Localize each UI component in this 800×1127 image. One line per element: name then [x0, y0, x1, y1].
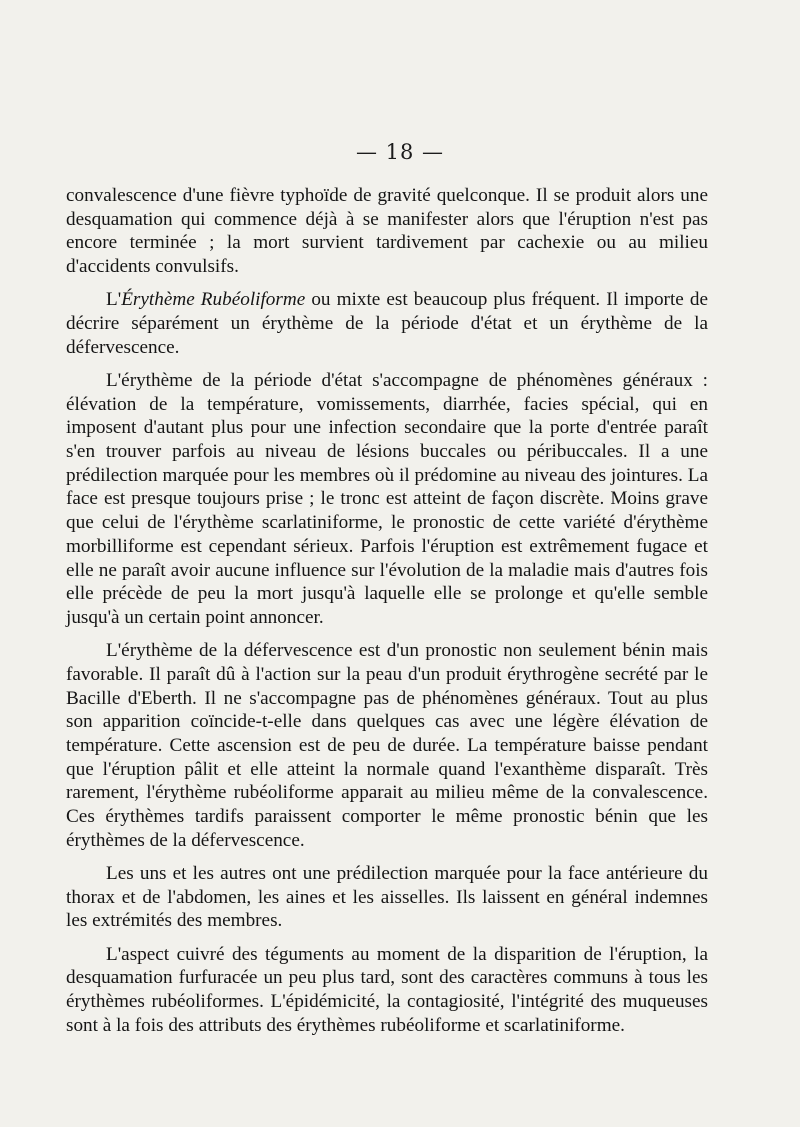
paragraph-1: convalescence d'une fièvre typhoïde de gravité quelconque. Il se produit alors une desquamation qui commence déjà à se manifester alors que l'éruption n'est pas encore terminée ; la mort survient tardivement par cachexie ou au milieu d'accidents convulsifs.: [66, 185, 708, 278]
paragraph-5: Les uns et les autres ont une prédilection marquée pour la face antérieure du thorax et de l'abdomen, les aines et les aisselles. Ils laissent en général indemnes les extrémités des membres.: [66, 862, 708, 932]
paragraph-4: L'érythème de la défervescence est d'un pronostic non seulement bénin mais favorable. Il paraît dû à l'action sur la peau d'un produit érythrogène secrété par le Bacille d'Eberth. Il ne s'accompagne pas de phénomènes généraux. Tout au plus son apparition coïncide-t-elle dans quelques cas avec une légère élévation de température. Cette ascension est de peu de durée. La température baisse pendant que l'éruption pâlit et elle atteint la normale quand l'exanthème disparaît. Très rarement, l'érythème rubéoliforme apparait au milieu même de la convalescence. Ces érythèmes tardifs paraissent comporter le même pronostic bénin que les érythèmes de la défervescence.: [66, 640, 708, 851]
paragraph-2-lead-prefix: L': [106, 289, 122, 311]
body-text: [66, 184, 708, 1047]
paragraph-6: L'aspect cuivré des téguments au moment de la disparition de l'éruption, la desquamation furfuracée un peu plus tard, sont des caractères communs à tous les érythèmes rubéoliformes. L'épidémicité, la contagiosité, l'intégrité des muqueuses sont à la fois des attributs des érythèmes rubéoliforme et scarlatiniforme.: [66, 943, 708, 1036]
page-number: — 18 —: [355, 140, 445, 164]
paragraph-3: L'érythème de la période d'état s'accompagne de phénomènes généraux : élévation de la température, vomissements, diarrhée, facies spécial, qui en imposent d'autant plus pour une infection secondaire que la porte d'entrée paraît s'en trouver parfois au niveau de lésions buccales ou péribuccales. Il a une prédilection marquée pour les membres où il prédomine au niveau des jointures. La face est presque toujours prise ; le tronc est atteint de façon discrète. Moins grave que celui de l'érythème scarlatiniforme, le pronostic de cette variété d'érythème morbilliforme est cependant sérieux. Parfois l'éruption est extrêmement fugace et elle ne paraît avoir aucune influence sur l'évolution de la maladie mais d'autres fois elle précède de peu la mort jusqu'à laquelle elle se prolonge et qu'elle semble jusqu'à un certain point annoncer.: [66, 369, 708, 628]
paragraph-2-body: ou mixte est beaucoup plus fréquent. Il importe de décrire séparément un érythème de la période d'état et un érythème de la défervescence.: [66, 289, 708, 358]
paragraph-2-lead-italic: Érythème Rubéoliforme: [121, 289, 306, 311]
paragraph-2: [66, 288, 708, 359]
